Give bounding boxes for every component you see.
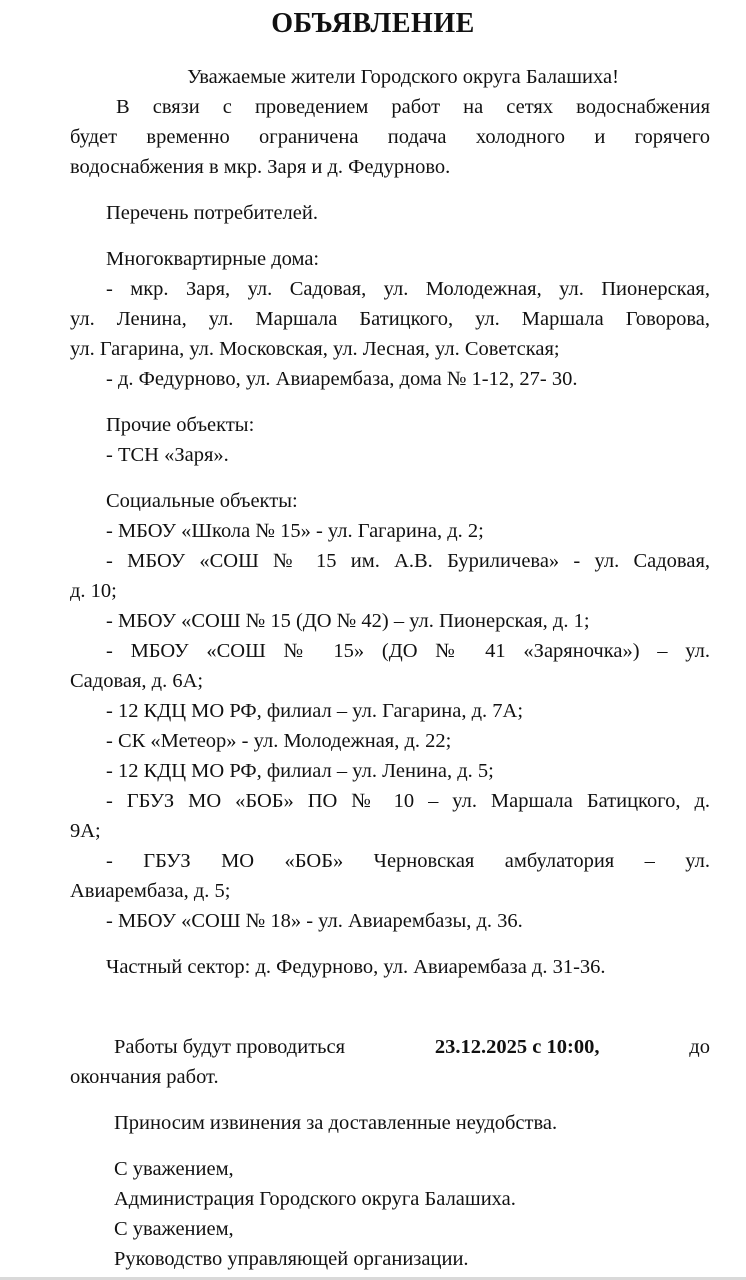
apartments-heading: Многоквартирные дома: bbox=[106, 248, 320, 270]
schedule-datetime: 23.12.2025 с 10:00, bbox=[434, 1036, 600, 1058]
apartments-line: - д. Федурново, ул. Авиарембаза, дома № 1-12, 27- 30. bbox=[106, 368, 578, 390]
social-line: 9А; bbox=[70, 820, 101, 842]
consumers-heading: Перечень потребителей. bbox=[106, 202, 318, 224]
social-line: - МБОУ «СОШ № 15 (ДО № 42) – ул. Пионерская, д. 1; bbox=[106, 610, 590, 632]
social-line: - МБОУ «Школа № 15» - ул. Гагарина, д. 2; bbox=[106, 520, 484, 542]
social-line: - СК «Метеор» - ул. Молодежная, д. 22; bbox=[106, 730, 452, 752]
social-line: - 12 КДЦ МО РФ, филиал – ул. Ленина, д. 5; bbox=[106, 760, 494, 782]
private-sector: Частный сектор: д. Федурново, ул. Авиарембаза д. 31-36. bbox=[106, 956, 606, 978]
greeting: Уважаемые жители Городского округа Балашиха! bbox=[187, 66, 619, 88]
intro-line: В связи с проведением работ на сетях водоснабжения bbox=[116, 96, 710, 118]
schedule-suffix: до bbox=[689, 1036, 710, 1058]
signature-line: Руководство управляющей организации. bbox=[114, 1248, 469, 1270]
apology: Приносим извинения за доставленные неудобства. bbox=[114, 1112, 558, 1134]
apartments-line: ул. Гагарина, ул. Московская, ул. Лесная, ул. Советская; bbox=[70, 338, 560, 360]
document-title: ОБЪЯВЛЕНИЕ bbox=[271, 8, 475, 39]
social-line: Авиарембаза, д. 5; bbox=[70, 880, 231, 902]
schedule-line bbox=[114, 1034, 710, 1060]
social-line: - ГБУЗ МО «БОБ» ПО № 10 – ул. Маршала Батицкого, д. bbox=[106, 790, 710, 812]
other-line: - ТСН «Заря». bbox=[106, 444, 229, 466]
social-line: - ГБУЗ МО «БОБ» Черновская амбулатория – ул. bbox=[106, 850, 710, 872]
signature-line: Администрация Городского округа Балашиха. bbox=[114, 1188, 516, 1210]
social-heading: Социальные объекты: bbox=[106, 490, 298, 512]
social-line: - 12 КДЦ МО РФ, филиал – ул. Гагарина, д. 7А; bbox=[106, 700, 524, 722]
social-line: - МБОУ «СОШ № 15 им. А.В. Буриличева» - ул. Садовая, bbox=[106, 550, 710, 572]
apartments-line: ул. Ленина, ул. Маршала Батицкого, ул. Маршала Говорова, bbox=[70, 308, 710, 330]
other-heading: Прочие объекты: bbox=[106, 414, 255, 436]
apartments-line: - мкр. Заря, ул. Садовая, ул. Молодежная, ул. Пионерская, bbox=[106, 278, 710, 300]
social-line: - МБОУ «СОШ № 18» - ул. Авиарембазы, д. 36. bbox=[106, 910, 523, 932]
social-line: - МБОУ «СОШ № 15» (ДО № 41 «Заряночка») – ул. bbox=[106, 640, 710, 662]
intro-line: водоснабжения в мкр. Заря и д. Федурново. bbox=[70, 156, 451, 178]
signature-line: С уважением, bbox=[114, 1218, 234, 1240]
intro-line: будет временно ограничена подача холодного и горячего bbox=[70, 126, 710, 148]
schedule-prefix: Работы будут проводиться bbox=[114, 1036, 346, 1058]
social-line: Садовая, д. 6А; bbox=[70, 670, 204, 692]
signature-line: С уважением, bbox=[114, 1158, 234, 1180]
schedule-line-2: окончания работ. bbox=[70, 1066, 219, 1088]
social-line: д. 10; bbox=[70, 580, 117, 602]
